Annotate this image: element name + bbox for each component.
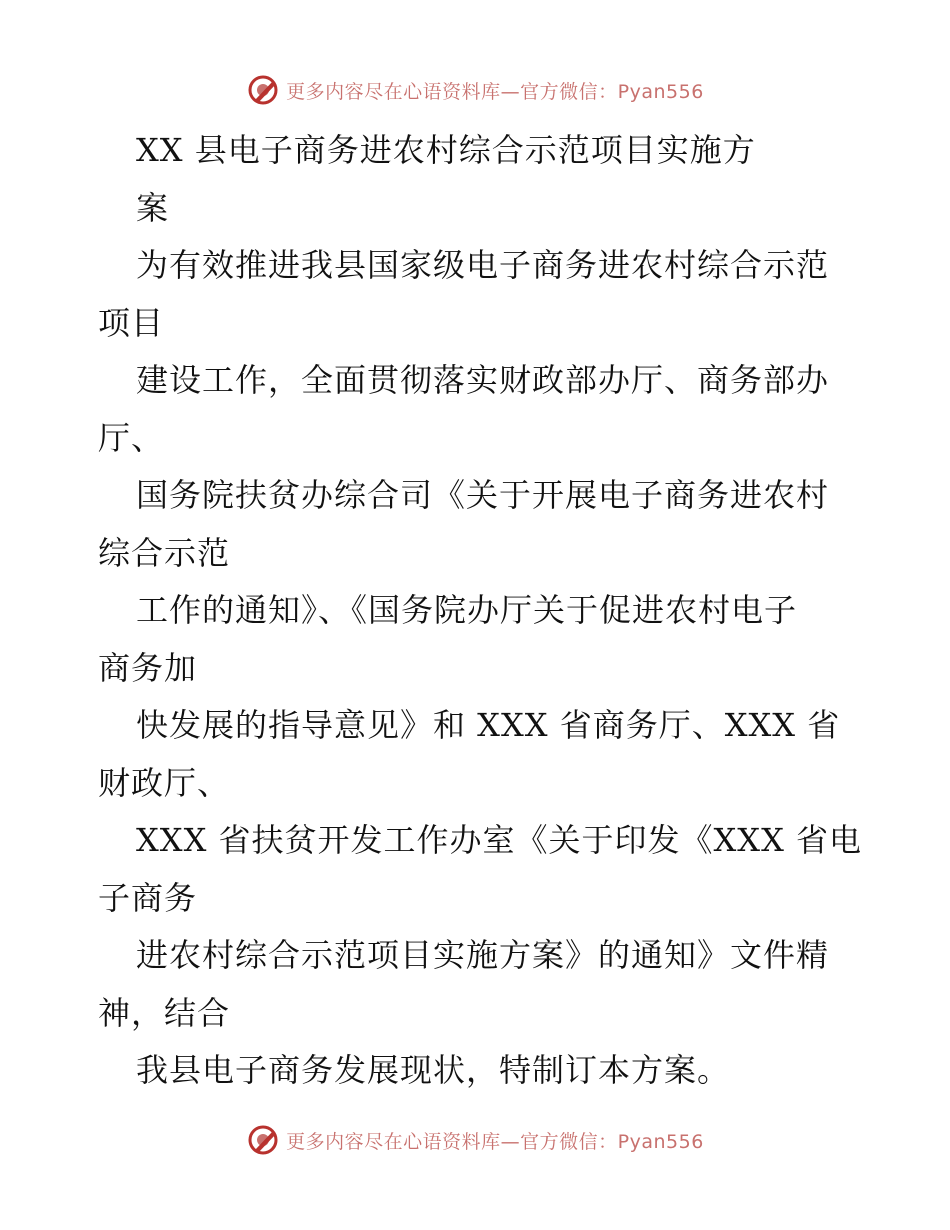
header-watermark xyxy=(0,70,950,110)
pen-logo-icon xyxy=(246,1123,280,1157)
text-line: 我县电子商务发展现状，特制订本方案。 xyxy=(136,1051,731,1089)
text-line: 建设工作，全面贯彻落实财政部办厅、商务部办 xyxy=(136,361,830,399)
text-line: 神，结合 xyxy=(98,993,231,1032)
text-line: XXX 省扶贫开发工作办室《关于印发《XXX 省电 xyxy=(136,821,863,859)
footer-watermark xyxy=(0,1120,950,1160)
text-line: 子商务 xyxy=(98,878,198,917)
watermark-text: 更多内容尽在心语资料库—官方微信：Pyan556 xyxy=(286,80,704,103)
text-line: 进农村综合示范项目实施方案》的通知》文件精 xyxy=(136,936,830,974)
text-line: 为有效推进我县国家级电子商务进农村综合示范 xyxy=(136,246,830,284)
text-line: 商务加 xyxy=(98,648,198,687)
text-line: 财政厅、 xyxy=(98,763,231,802)
text-line: 厅、 xyxy=(98,418,165,457)
text-line: 综合示范 xyxy=(98,533,231,572)
text-line: 工作的通知》、《国务院办厅关于促进农村电子 xyxy=(136,591,798,629)
watermark-text: 更多内容尽在心语资料库—官方微信：Pyan556 xyxy=(286,1130,704,1153)
text-line: 项目 xyxy=(98,303,165,342)
text-line: 案 xyxy=(136,188,170,227)
document-body xyxy=(98,122,863,1100)
text-line: 国务院扶贫办综合司《关于开展电子商务进农村 xyxy=(136,476,830,514)
pen-logo-icon xyxy=(246,73,280,107)
text-line: XX 县电子商务进农村综合示范项目实施方 xyxy=(136,131,756,169)
text-line: 快发展的指导意见》和 XXX 省商务厅、XXX 省 xyxy=(136,706,841,744)
